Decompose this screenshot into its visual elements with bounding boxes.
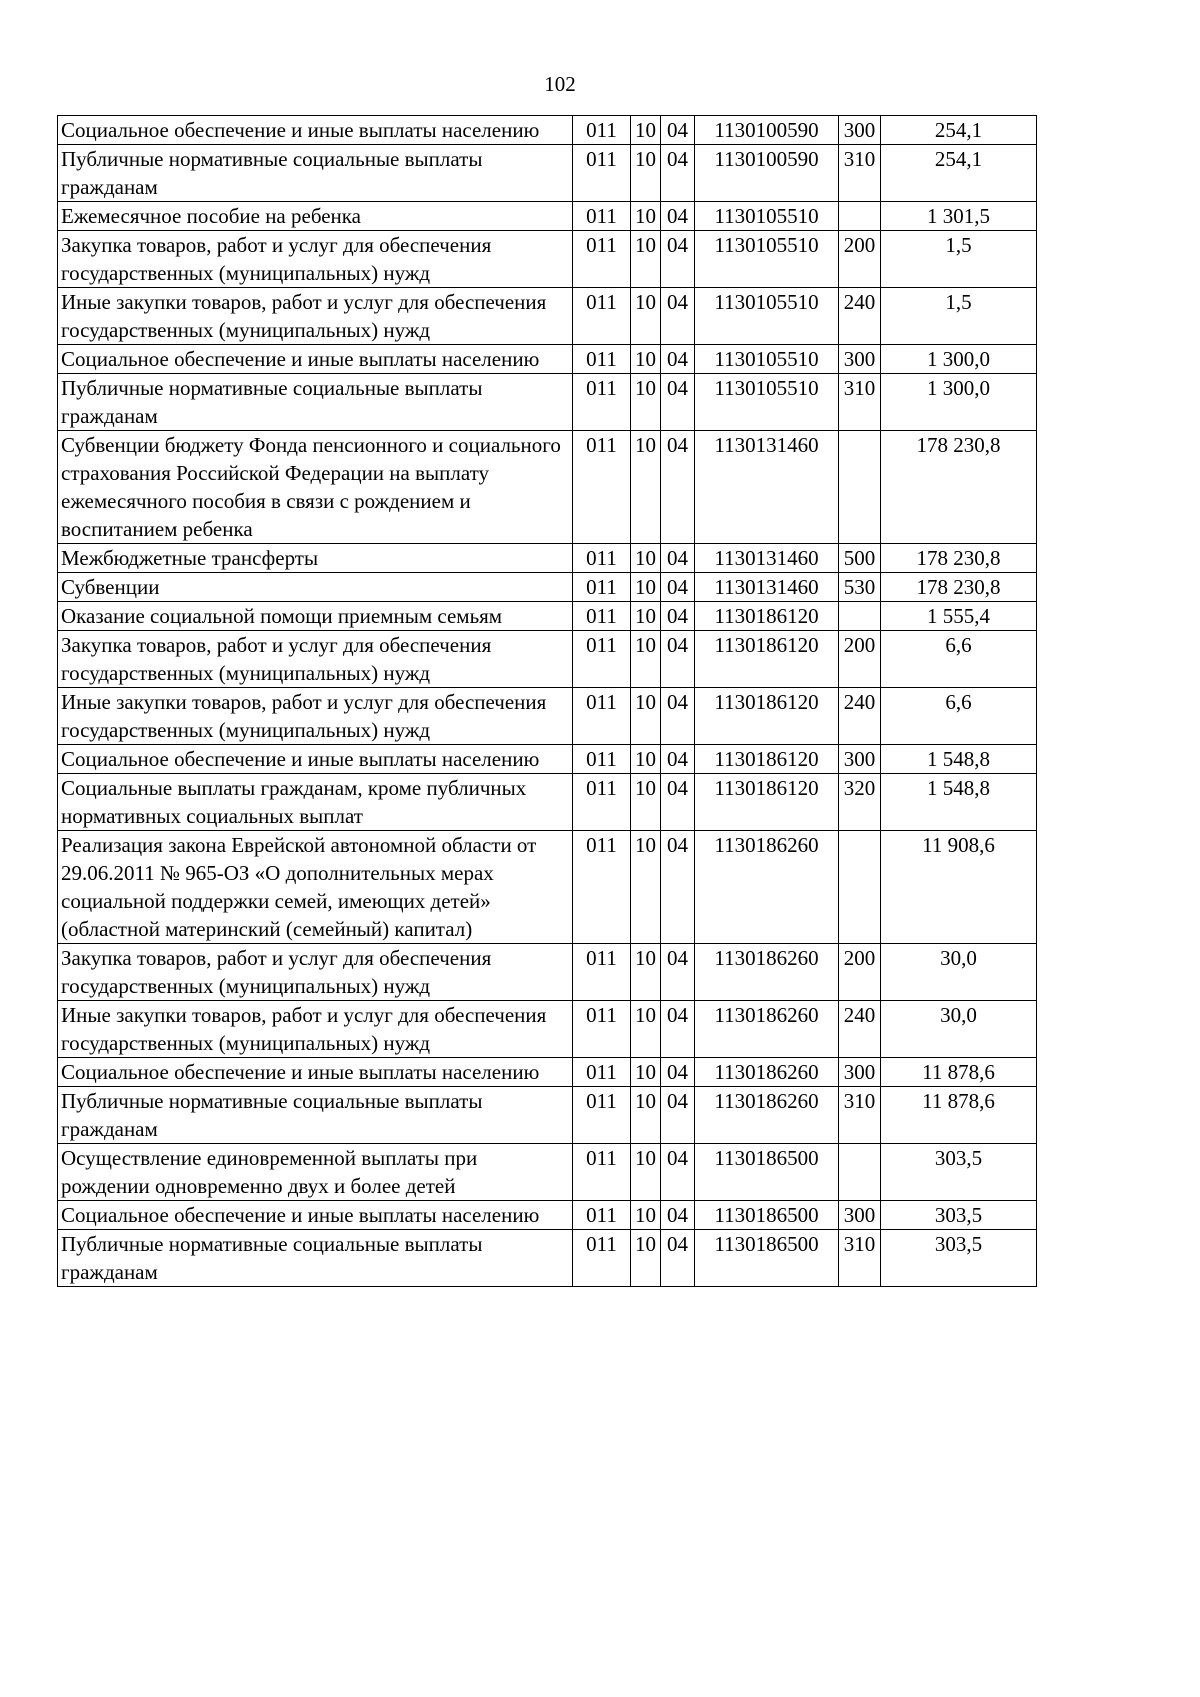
subsection-code-cell: 04	[661, 688, 695, 745]
amount-cell: 178 230,8	[881, 431, 1037, 544]
item-name-cell: Публичные нормативные социальные выплаты гражданам	[58, 374, 573, 431]
table-row	[58, 1001, 1037, 1058]
target-article-code-cell: 1130186120	[695, 631, 839, 688]
ministry-code-cell: 011	[573, 745, 631, 774]
section-code-cell: 10	[631, 944, 661, 1001]
section-code-cell: 10	[631, 688, 661, 745]
table-row	[58, 231, 1037, 288]
target-article-code-cell: 1130186500	[695, 1230, 839, 1287]
target-article-code-cell: 1130105510	[695, 345, 839, 374]
amount-cell: 303,5	[881, 1201, 1037, 1230]
subsection-code-cell: 04	[661, 202, 695, 231]
item-name-cell: Межбюджетные трансферты	[58, 544, 573, 573]
section-code-cell: 10	[631, 831, 661, 944]
amount-cell: 178 230,8	[881, 573, 1037, 602]
amount-cell: 303,5	[881, 1144, 1037, 1201]
expense-type-code-cell: 200	[839, 944, 881, 1001]
amount-cell: 254,1	[881, 116, 1037, 145]
amount-cell: 1 301,5	[881, 202, 1037, 231]
section-code-cell: 10	[631, 116, 661, 145]
expense-type-code-cell: 500	[839, 544, 881, 573]
target-article-code-cell: 1130131460	[695, 573, 839, 602]
item-name-cell: Социальное обеспечение и иные выплаты населению	[58, 1201, 573, 1230]
subsection-code-cell: 04	[661, 774, 695, 831]
ministry-code-cell: 011	[573, 774, 631, 831]
amount-cell: 1 300,0	[881, 374, 1037, 431]
table-body	[58, 116, 1037, 1287]
section-code-cell: 10	[631, 231, 661, 288]
subsection-code-cell: 04	[661, 288, 695, 345]
target-article-code-cell: 1130186120	[695, 602, 839, 631]
ministry-code-cell: 011	[573, 374, 631, 431]
ministry-code-cell: 011	[573, 688, 631, 745]
expense-type-code-cell: 300	[839, 1201, 881, 1230]
ministry-code-cell: 011	[573, 631, 631, 688]
target-article-code-cell: 1130186260	[695, 831, 839, 944]
expense-type-code-cell: 240	[839, 1001, 881, 1058]
subsection-code-cell: 04	[661, 145, 695, 202]
amount-cell: 6,6	[881, 688, 1037, 745]
item-name-cell: Ежемесячное пособие на ребенка	[58, 202, 573, 231]
item-name-cell: Иные закупки товаров, работ и услуг для обеспечения государственных (муниципальных) нужд	[58, 1001, 573, 1058]
table-row	[58, 573, 1037, 602]
subsection-code-cell: 04	[661, 1058, 695, 1087]
expense-type-code-cell: 200	[839, 231, 881, 288]
table-row	[58, 431, 1037, 544]
subsection-code-cell: 04	[661, 231, 695, 288]
target-article-code-cell: 1130186120	[695, 745, 839, 774]
expense-type-code-cell: 200	[839, 631, 881, 688]
subsection-code-cell: 04	[661, 1001, 695, 1058]
table-row	[58, 1144, 1037, 1201]
item-name-cell: Реализация закона Еврейской автономной области от 29.06.2011 № 965-ОЗ «О дополнительных мерах социальной поддержки семей, имеющих детей» (областной материнский (семейный) капитал)	[58, 831, 573, 944]
budget-table	[57, 115, 1037, 1287]
table-row	[58, 345, 1037, 374]
ministry-code-cell: 011	[573, 288, 631, 345]
table-row	[58, 374, 1037, 431]
subsection-code-cell: 04	[661, 544, 695, 573]
subsection-code-cell: 04	[661, 602, 695, 631]
table-row	[58, 202, 1037, 231]
table-row	[58, 1201, 1037, 1230]
table-row	[58, 288, 1037, 345]
section-code-cell: 10	[631, 602, 661, 631]
table-row	[58, 145, 1037, 202]
target-article-code-cell: 1130100590	[695, 116, 839, 145]
section-code-cell: 10	[631, 1201, 661, 1230]
section-code-cell: 10	[631, 745, 661, 774]
target-article-code-cell: 1130186260	[695, 944, 839, 1001]
section-code-cell: 10	[631, 288, 661, 345]
table-row	[58, 544, 1037, 573]
section-code-cell: 10	[631, 431, 661, 544]
expense-type-code-cell	[839, 831, 881, 944]
item-name-cell: Публичные нормативные социальные выплаты гражданам	[58, 1230, 573, 1287]
ministry-code-cell: 011	[573, 231, 631, 288]
target-article-code-cell: 1130186260	[695, 1087, 839, 1144]
section-code-cell: 10	[631, 1058, 661, 1087]
section-code-cell: 10	[631, 1087, 661, 1144]
ministry-code-cell: 011	[573, 345, 631, 374]
expense-type-code-cell: 310	[839, 1087, 881, 1144]
item-name-cell: Осуществление единовременной выплаты при рождении одновременно двух и более детей	[58, 1144, 573, 1201]
target-article-code-cell: 1130131460	[695, 544, 839, 573]
expense-type-code-cell: 320	[839, 774, 881, 831]
amount-cell: 30,0	[881, 944, 1037, 1001]
expense-type-code-cell	[839, 431, 881, 544]
item-name-cell: Закупка товаров, работ и услуг для обеспечения государственных (муниципальных) нужд	[58, 944, 573, 1001]
ministry-code-cell: 011	[573, 944, 631, 1001]
amount-cell: 1,5	[881, 288, 1037, 345]
ministry-code-cell: 011	[573, 145, 631, 202]
expense-type-code-cell: 240	[839, 288, 881, 345]
table-row	[58, 1087, 1037, 1144]
amount-cell: 11 878,6	[881, 1087, 1037, 1144]
amount-cell: 11 908,6	[881, 831, 1037, 944]
target-article-code-cell: 1130105510	[695, 202, 839, 231]
target-article-code-cell: 1130186120	[695, 774, 839, 831]
item-name-cell: Оказание социальной помощи приемным семьям	[58, 602, 573, 631]
section-code-cell: 10	[631, 145, 661, 202]
subsection-code-cell: 04	[661, 431, 695, 544]
target-article-code-cell: 1130186260	[695, 1058, 839, 1087]
section-code-cell: 10	[631, 544, 661, 573]
item-name-cell: Публичные нормативные социальные выплаты гражданам	[58, 145, 573, 202]
section-code-cell: 10	[631, 374, 661, 431]
subsection-code-cell: 04	[661, 944, 695, 1001]
section-code-cell: 10	[631, 202, 661, 231]
item-name-cell: Социальные выплаты гражданам, кроме публичных нормативных социальных выплат	[58, 774, 573, 831]
ministry-code-cell: 011	[573, 1058, 631, 1087]
page-number: 102	[544, 72, 576, 96]
amount-cell: 6,6	[881, 631, 1037, 688]
item-name-cell: Субвенции бюджету Фонда пенсионного и социального страхования Российской Федерации на выплату ежемесячного пособия в связи с рождением и воспитанием ребенка	[58, 431, 573, 544]
expense-type-code-cell: 300	[839, 1058, 881, 1087]
target-article-code-cell: 1130186500	[695, 1201, 839, 1230]
subsection-code-cell: 04	[661, 573, 695, 602]
expense-type-code-cell: 310	[839, 1230, 881, 1287]
table-row	[58, 774, 1037, 831]
section-code-cell: 10	[631, 1230, 661, 1287]
subsection-code-cell: 04	[661, 1144, 695, 1201]
table-row	[58, 831, 1037, 944]
expense-type-code-cell: 240	[839, 688, 881, 745]
ministry-code-cell: 011	[573, 1001, 631, 1058]
target-article-code-cell: 1130131460	[695, 431, 839, 544]
section-code-cell: 10	[631, 345, 661, 374]
section-code-cell: 10	[631, 1001, 661, 1058]
item-name-cell: Социальное обеспечение и иные выплаты населению	[58, 345, 573, 374]
item-name-cell: Социальное обеспечение и иные выплаты населению	[58, 116, 573, 145]
amount-cell: 1 548,8	[881, 745, 1037, 774]
expense-type-code-cell: 530	[839, 573, 881, 602]
amount-cell: 1 300,0	[881, 345, 1037, 374]
item-name-cell: Социальное обеспечение и иные выплаты населению	[58, 1058, 573, 1087]
table-row	[58, 631, 1037, 688]
target-article-code-cell: 1130105510	[695, 374, 839, 431]
ministry-code-cell: 011	[573, 602, 631, 631]
item-name-cell: Иные закупки товаров, работ и услуг для обеспечения государственных (муниципальных) нужд	[58, 288, 573, 345]
table-row	[58, 745, 1037, 774]
expense-type-code-cell: 310	[839, 374, 881, 431]
target-article-code-cell: 1130186120	[695, 688, 839, 745]
table-row	[58, 602, 1037, 631]
target-article-code-cell: 1130105510	[695, 288, 839, 345]
amount-cell: 11 878,6	[881, 1058, 1037, 1087]
section-code-cell: 10	[631, 631, 661, 688]
expense-type-code-cell: 300	[839, 745, 881, 774]
amount-cell: 30,0	[881, 1001, 1037, 1058]
ministry-code-cell: 011	[573, 116, 631, 145]
subsection-code-cell: 04	[661, 1230, 695, 1287]
expense-type-code-cell	[839, 602, 881, 631]
subsection-code-cell: 04	[661, 116, 695, 145]
amount-cell: 1 548,8	[881, 774, 1037, 831]
expense-type-code-cell	[839, 1144, 881, 1201]
subsection-code-cell: 04	[661, 374, 695, 431]
table-row	[58, 944, 1037, 1001]
ministry-code-cell: 011	[573, 1144, 631, 1201]
amount-cell: 254,1	[881, 145, 1037, 202]
section-code-cell: 10	[631, 774, 661, 831]
item-name-cell: Субвенции	[58, 573, 573, 602]
item-name-cell: Публичные нормативные социальные выплаты гражданам	[58, 1087, 573, 1144]
subsection-code-cell: 04	[661, 1087, 695, 1144]
subsection-code-cell: 04	[661, 831, 695, 944]
item-name-cell: Иные закупки товаров, работ и услуг для обеспечения государственных (муниципальных) нужд	[58, 688, 573, 745]
table-row	[58, 688, 1037, 745]
amount-cell: 178 230,8	[881, 544, 1037, 573]
subsection-code-cell: 04	[661, 345, 695, 374]
target-article-code-cell: 1130186260	[695, 1001, 839, 1058]
subsection-code-cell: 04	[661, 745, 695, 774]
ministry-code-cell: 011	[573, 1230, 631, 1287]
table-row	[58, 1230, 1037, 1287]
amount-cell: 303,5	[881, 1230, 1037, 1287]
target-article-code-cell: 1130186500	[695, 1144, 839, 1201]
ministry-code-cell: 011	[573, 573, 631, 602]
expense-type-code-cell	[839, 202, 881, 231]
ministry-code-cell: 011	[573, 831, 631, 944]
expense-type-code-cell: 300	[839, 345, 881, 374]
ministry-code-cell: 011	[573, 1201, 631, 1230]
target-article-code-cell: 1130100590	[695, 145, 839, 202]
amount-cell: 1 555,4	[881, 602, 1037, 631]
table-row	[58, 1058, 1037, 1087]
section-code-cell: 10	[631, 573, 661, 602]
expense-type-code-cell: 310	[839, 145, 881, 202]
target-article-code-cell: 1130105510	[695, 231, 839, 288]
amount-cell: 1,5	[881, 231, 1037, 288]
item-name-cell: Социальное обеспечение и иные выплаты населению	[58, 745, 573, 774]
ministry-code-cell: 011	[573, 1087, 631, 1144]
item-name-cell: Закупка товаров, работ и услуг для обеспечения государственных (муниципальных) нужд	[58, 631, 573, 688]
section-code-cell: 10	[631, 1144, 661, 1201]
ministry-code-cell: 011	[573, 202, 631, 231]
item-name-cell: Закупка товаров, работ и услуг для обеспечения государственных (муниципальных) нужд	[58, 231, 573, 288]
subsection-code-cell: 04	[661, 1201, 695, 1230]
subsection-code-cell: 04	[661, 631, 695, 688]
expense-type-code-cell: 300	[839, 116, 881, 145]
ministry-code-cell: 011	[573, 431, 631, 544]
ministry-code-cell: 011	[573, 544, 631, 573]
table-row	[58, 116, 1037, 145]
